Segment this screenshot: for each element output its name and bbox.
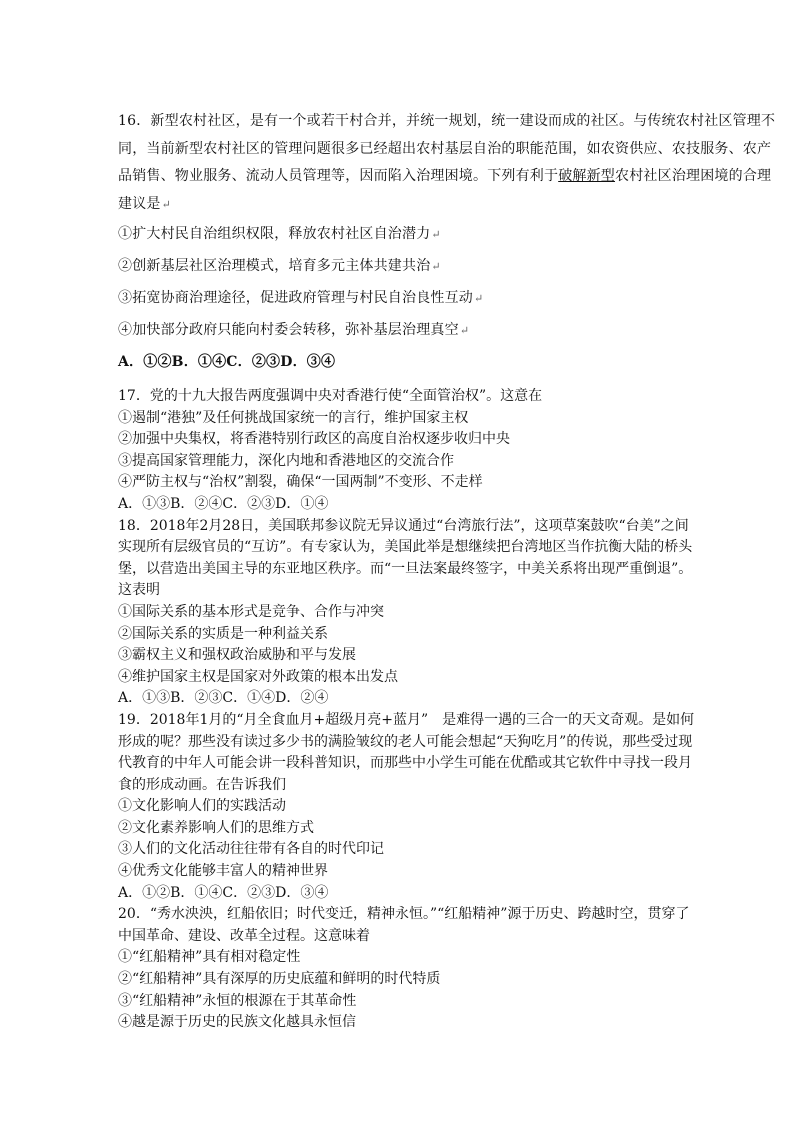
paragraph-return-mark: ↵ [459, 324, 470, 337]
question-16-stem-text-end: 农村社区治理困境的合理建议是 [118, 168, 772, 212]
paragraph-return-mark: ↵ [431, 260, 441, 273]
question-17-choices: A．①③B．②④C．②③D．①④ [118, 495, 329, 512]
question-18-option-4: ④维护国家主权是国家对外政策的根本出发点 [118, 668, 398, 685]
question-19-option-1: ①文化影响人们的实践活动 [118, 798, 286, 815]
question-16-option-3 [118, 282, 778, 314]
paragraph-return-mark: ↵ [161, 197, 172, 211]
question-19-stem: 19．2018年1月的“月全食血月+超级月亮+蓝月” 是难得一遇的三合一的天文奇观。是如何形成的呢？那些没有读过多少书的满脸皱纹的老人可能会想起“天狗吃月”的传说，那些受过现代教育的中年人可能会讲一段科普知识，而那些中小学生可能在优酷或其它软件中寻找一段月食的形成动画。在告诉我们 [118, 711, 695, 793]
question-16-choices: A．①②B．①④C．②③D．③④ [118, 354, 336, 370]
question-16-option-2 [118, 250, 778, 282]
option-text: ②创新基层社区治理模式，培育多元主体共建共治 [118, 258, 431, 274]
question-18-option-3: ③霸权主义和强权政治威胁和平与发展 [118, 647, 356, 664]
question-19-option-4: ④优秀文化能够丰富人的精神世界 [118, 863, 328, 880]
paragraph-return-mark: ↵ [431, 228, 441, 241]
question-16-stem-text: 16．新型农村社区，是有一个或若干村合并，并统一规划，统一建设而成的社区。与传统农村社区管理不同，当前新型农村社区的管理问题很多已经超出农村基层自治的职能范围，如农资供应、农技服务、农产品销售、物业服务、流动人员管理等，因而陷入治理困境。下列有利于 [118, 113, 776, 184]
question-18-option-2: ②国际关系的实质是一种利益关系 [118, 625, 328, 642]
question-19-option-2: ②文化素养影响人们的思维方式 [118, 819, 314, 836]
question-18-option-1: ①国际关系的基本形式是竞争、合作与冲突 [118, 603, 384, 620]
question-16-stem [118, 108, 778, 218]
question-20-stem: 20．“秀水泱泱，红船依旧；时代变迁，精神永恒。”“红船精神”源于历史、跨越时空，贯穿了中国革命、建设、改革全过程。这意味着 [118, 906, 690, 944]
option-text: ③拓宽协商治理途径，促进政府管理与村民自治良性互动 [118, 290, 473, 306]
question-20-option-1: ①“红船精神”具有相对稳定性 [118, 949, 301, 966]
option-text: ①扩大村民自治组织权限，释放农村社区自治潜力 [118, 226, 431, 242]
question-19-choices: A．①②B．①④C．②③D．③④ [118, 884, 329, 901]
question-16-option-1 [118, 218, 778, 250]
question-20-option-3: ③“红船精神”永恒的根源在于其革命性 [118, 992, 357, 1009]
question-20-option-4: ④越是源于历史的民族文化越具永恒信 [118, 1014, 356, 1031]
questions-17-to-20 [118, 386, 698, 1034]
question-16-underlined-text: 破解新型 [558, 168, 616, 184]
question-18-choices: A．①③B．②③C．①④D．②④ [118, 690, 329, 707]
question-19-option-3: ③人们的文化活动往往带有各自的时代印记 [118, 841, 384, 858]
question-16-option-4 [118, 314, 778, 346]
question-17-option-1: ①遏制“港独”及任何挑战国家统一的言行，维护国家主权 [118, 409, 469, 426]
question-16 [118, 108, 778, 378]
question-17-stem: 17．党的十九大报告两度强调中央对香港行使“全面管治权”。这意在 [118, 388, 543, 404]
question-20-option-2: ②“红船精神”具有深厚的历史底蕴和鲜明的时代特质 [118, 971, 441, 988]
question-18-stem: 18．2018年2月28日，美国联邦参议院无异议通过“台湾旅行法”，这项草案鼓吹“台美”之间实现所有层级官员的“互访”。有专家认为，美国此举是想继续把台湾地区当作抗衡大陆的桥头堡，以营造出美国主导的东亚地区秩序。而“一旦法案最终签字，中美关系将出现严重倒退”。这表明 [118, 517, 693, 599]
option-text: ④加快部分政府只能向村委会转移，弥补基层治理真空 [118, 322, 459, 338]
question-17-option-3: ③提高国家管理能力，深化内地和香港地区的交流合作 [118, 452, 454, 469]
question-17-option-2: ②加强中央集权，将香港特别行政区的高度自治权逐步收归中央 [118, 431, 510, 448]
question-17-option-4: ④严防主权与“治权”割裂，确保“一国两制”不变形、不走样 [118, 474, 483, 491]
paragraph-return-mark: ↵ [474, 292, 484, 305]
